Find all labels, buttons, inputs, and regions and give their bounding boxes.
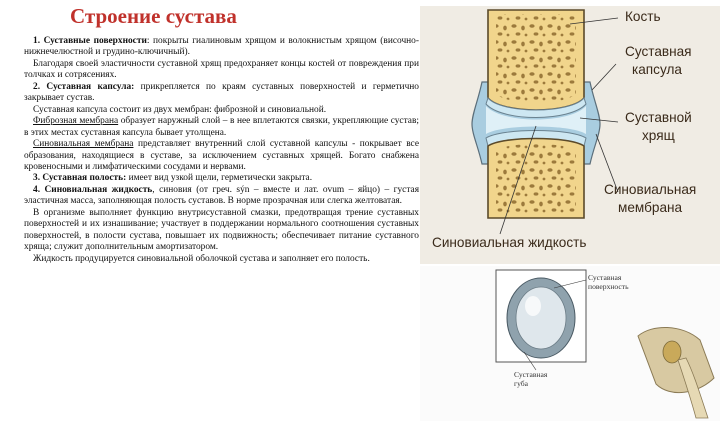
text-body	[24, 36, 419, 265]
label-synovial-fluid: Синовиальная жидкость	[432, 235, 587, 250]
term-synovial-membrane: Синовиальная мембрана	[33, 139, 134, 150]
paragraph-fluid-function: В организме выполняет функцию внутрисуставной смазки, предотвращая трение суставных поверхностей и их изнашивание; участвует в поддержании нормального соотношения суставных поверхностей, в полости сустава, повышает их подвижность; обеспечивает питание суставного хряща; служит дополнительным амортизатором.	[24, 207, 419, 253]
paragraph-synovial-membrane	[24, 139, 419, 173]
paragraph-capsule	[24, 82, 419, 105]
joint-diagram	[420, 6, 720, 264]
label-articular-surface-line2: поверхность	[588, 282, 629, 291]
term-capsule: Суставная капсула:	[46, 81, 135, 92]
lower-bone-spongy	[496, 144, 576, 214]
label-labrum-line1: Суставная	[514, 370, 548, 379]
label-capsule-line1: Суставная	[625, 44, 692, 59]
label-synovial-line1: Синовиальная	[604, 182, 697, 197]
label-cartilage-line2: хрящ	[642, 128, 675, 143]
paragraph-cartilage-elasticity: Благодаря своей эластичности суставной хрящ предохраняет концы костей от повреждения при толчках и сотрясениях.	[24, 58, 419, 81]
paragraph-articular-surfaces	[24, 36, 419, 59]
paragraph-fibrous-membrane	[24, 116, 419, 139]
item-number: 3.	[33, 173, 41, 184]
articular-surface	[516, 287, 566, 349]
label-bone: Кость	[625, 9, 661, 24]
paragraph-text: , синовия (от греч. sýn – вместе и лат. ovum – яйцо) – густая эластичная масса, заполняющая полость суставов. В норме прозрачная или слегка желтоватая.	[24, 184, 420, 207]
term-articular-surfaces: Суставные поверхности	[43, 36, 147, 46]
label-synovial-line2: мембрана	[618, 200, 683, 215]
paragraph-text: образует наружный слой – в нее вплетаются связки, укрепляющие сустав; в этих местах суставная капсула бывает утолщена.	[24, 116, 419, 138]
label-capsule-line2: капсула	[632, 62, 682, 77]
paragraph-text: прикрепляется по краям суставных поверхностей и герметично закрывает сустав.	[24, 81, 419, 104]
paragraph-text: имеет вид узкой щели, герметически закрыта.	[126, 173, 313, 184]
paragraph-synovial-fluid	[24, 185, 419, 208]
shoulder-illustration	[420, 266, 720, 421]
label-cartilage-line1: Суставной	[625, 110, 692, 125]
item-number: 1.	[33, 36, 41, 46]
paragraph-text: представляет внутренний слой суставной капсулы - покрывает все образования, находящиеся в суставе, за исключением суставных хрящей. Богато снабжена кровеносными и лимфатическими сосудами и нервами.	[24, 139, 419, 172]
upper-bone-spongy	[496, 14, 576, 103]
shoulder-inset	[420, 266, 720, 421]
paragraph-capsule-membranes: Суставная капсула состоит из двух мембран: фиброзной и синовиальной.	[33, 104, 327, 115]
item-number: 2.	[33, 81, 41, 92]
paragraph-fluid-production: Жидкость продуцируется синовиальной оболочкой сустава и заполняет его полость.	[33, 253, 370, 264]
page-title: Строение сустава	[70, 4, 237, 28]
label-labrum-line2: губа	[514, 379, 529, 388]
paragraph-joint-cavity	[24, 173, 419, 184]
label-articular-surface-line1: Суставная	[588, 273, 622, 282]
paragraph-text: : покрыты гиалиновым хрящом и волокнистым хрящом (височно-нижнечелюстной и грудино-ключичный).	[24, 36, 419, 58]
term-synovial-fluid: Синовиальная жидкость	[44, 184, 153, 195]
term-fibrous-membrane: Фиброзная мембрана	[33, 116, 119, 127]
item-number: 4.	[33, 184, 41, 195]
term-joint-cavity: Суставная полость:	[42, 173, 127, 184]
